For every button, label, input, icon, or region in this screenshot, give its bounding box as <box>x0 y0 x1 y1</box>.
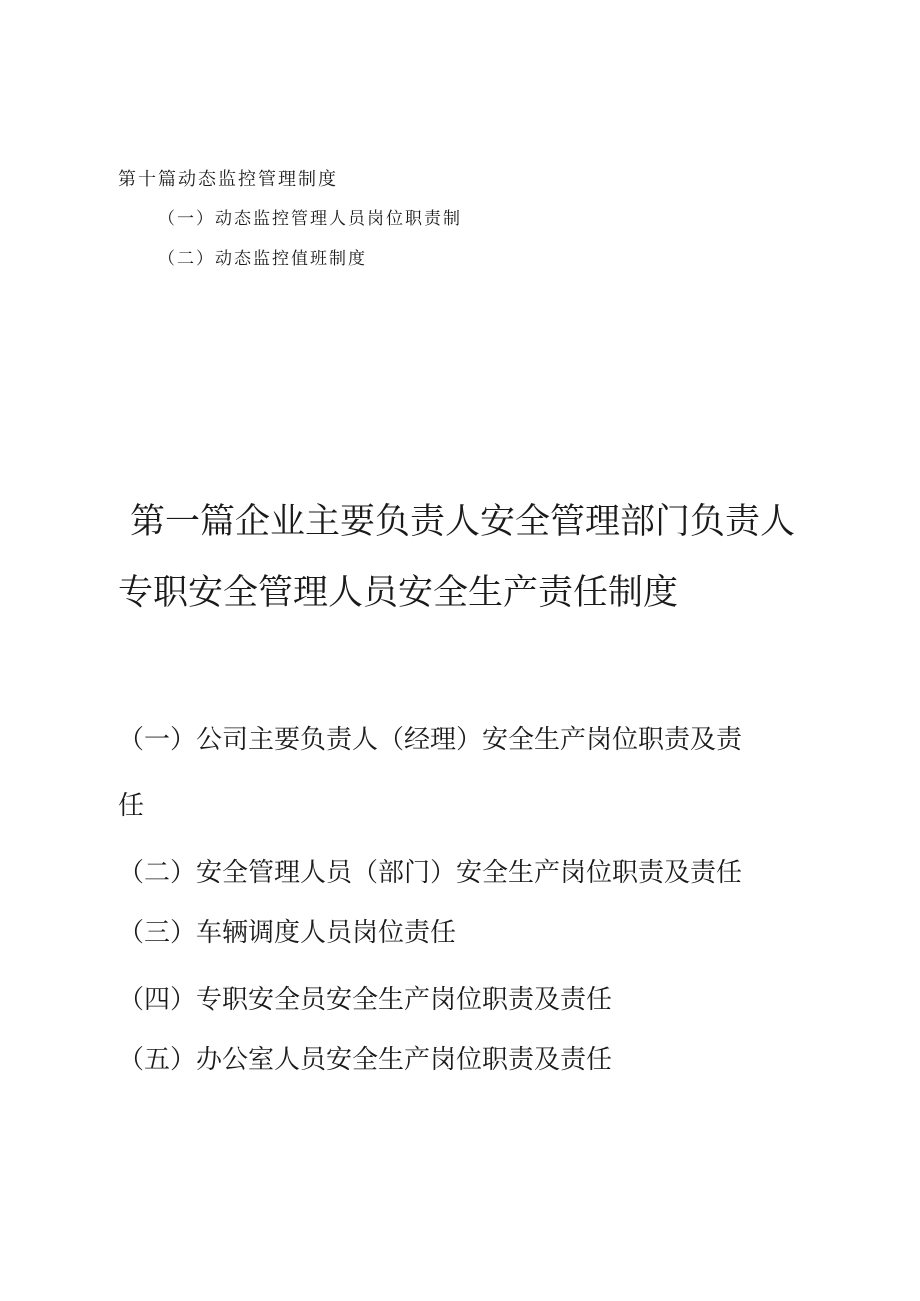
section-item: （一）公司主要负责人（经理）安全生产岗位职责及责 <box>118 725 743 755</box>
section-item-continuation: 任 <box>118 791 145 821</box>
toc-chapter-heading: 第十篇动态监控管理制度 <box>118 169 338 190</box>
toc-entry: （一）动态监控管理人员岗位职责制 <box>158 209 462 229</box>
section-item: （三）车辆调度人员岗位责任 <box>118 918 457 948</box>
section-title-line: 第一篇企业主要负责人安全管理部门负责人 <box>130 502 796 542</box>
section-item: （四）专职安全员安全生产岗位职责及责任 <box>118 985 613 1015</box>
toc-entry: （二）动态监控值班制度 <box>158 249 367 269</box>
section-item: （二）安全管理人员（部门）安全生产岗位职责及责任 <box>118 858 743 888</box>
section-title-line: 专职安全管理人员安全生产责任制度 <box>118 573 679 613</box>
section-item: （五）办公室人员安全生产岗位职责及责任 <box>118 1045 613 1075</box>
